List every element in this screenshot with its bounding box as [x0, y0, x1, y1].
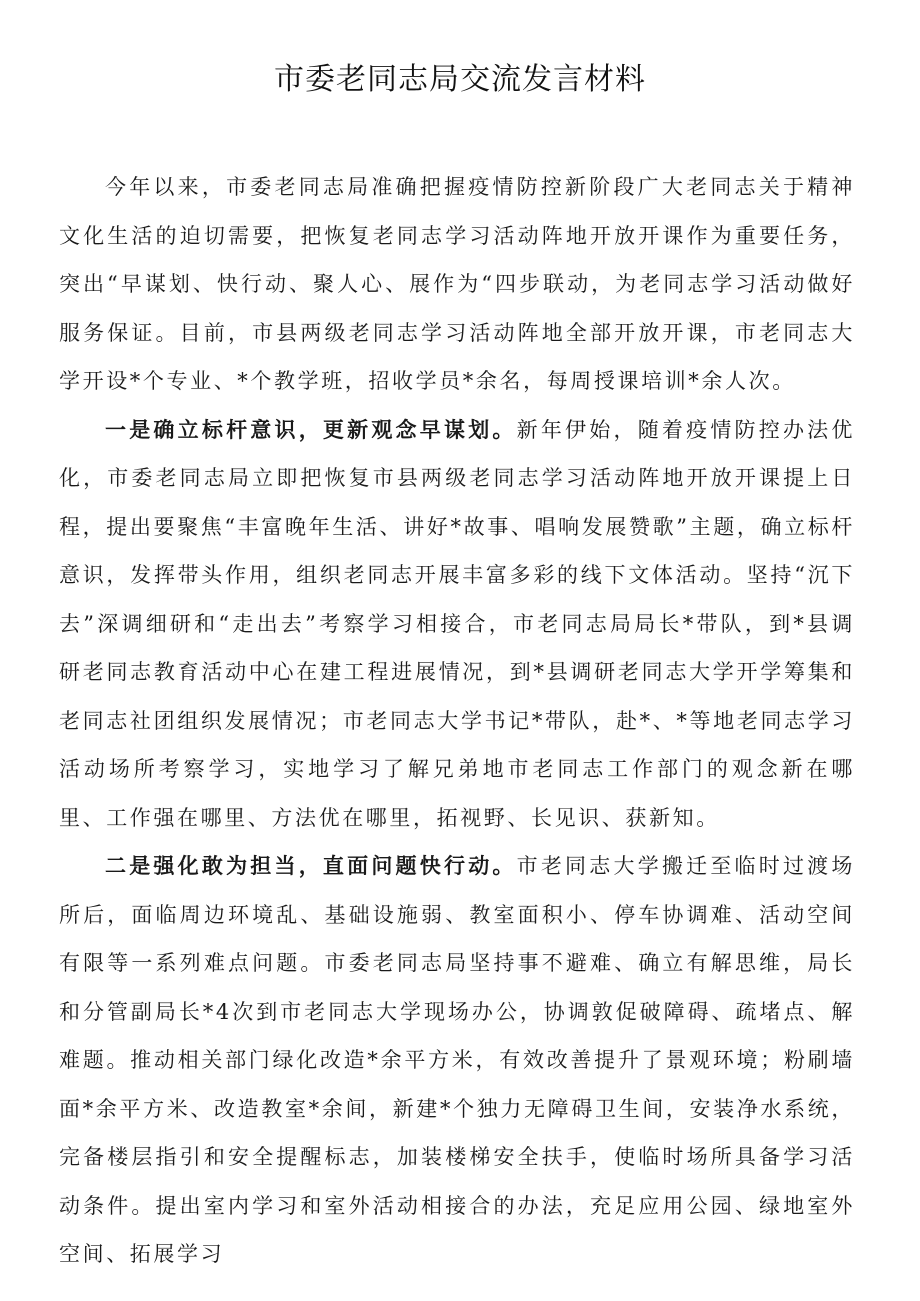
paragraph-text: 新年伊始，随着疫情防控办法优化，市委老同志局立即把恢复市县两级老同志学习活动阵地开放开课提上日程，提出要聚焦“丰富晚年生活、讲好*故事、唱响发展赞歌”主题，确立标杆意识，发挥带头作用，组织老同志开展丰富多彩的线下文体活动。坚持“沉下去”深调细研和“走出去”考察学习相接合，市老同志局局长*带队，到*县调研老同志教育活动中心在建工程进展情况，到*县调研老同志大学开学筹集和老同志社团组织发展情况；市老同志大学书记*带队，赴*、*等地老同志学习活动场所考察学习，实地学习了解兄弟地市老同志工作部门的观念新在哪里、工作强在哪里、方法优在哪里，拓视野、长见识、获新知。: [59, 417, 855, 830]
paragraph-point-two: [59, 842, 855, 1279]
paragraph-text: 今年以来，市委老同志局准确把握疫情防控新阶段广大老同志关于精神文化生活的迫切需要，把恢复老同志学习活动阵地开放开课作为重要任务，突出“早谋划、快行动、聚人心、展作为“四步联动，为老同志学习活动做好服务保证。目前，市县两级老同志学习活动阵地全部开放开课，市老同志大学开设*个专业、*个教学班，招收学员*余名，每周授课培训*余人次。: [59, 175, 855, 393]
document-body: [59, 163, 855, 1279]
paragraph-point-one: [59, 406, 855, 843]
paragraph-lead: 二是强化敢为担当，直面问题快行动。: [105, 853, 517, 878]
document-title: 市委老同志局交流发言材料: [274, 62, 646, 97]
paragraph-text: 市老同志大学搬迁至临时过渡场所后，面临周边环境乱、基础设施弱、教室面积小、停车协调难、活动空间有限等一系列难点问题。市委老同志局坚持事不避难、确立有解思维，局长和分管副局长*4次到市老同志大学现场办公，协调敦促破障碍、疏堵点、解难题。推动相关部门绿化改造*余平方米，有效改善提升了景观环境；粉刷墙面*余平方米、改造教室*余间，新建*个独力无障碍卫生间，安装净水系统，完备楼层指引和安全提醒标志，加装楼梯安全扶手，使临时场所具备学习活动条件。提出室内学习和室外活动相接合的办法，充足应用公园、绿地室外空间、拓展学习: [59, 854, 855, 1266]
paragraph-intro: [59, 163, 855, 406]
paragraph-lead: 一是确立标杆意识，更新观念早谋划。: [105, 416, 517, 442]
